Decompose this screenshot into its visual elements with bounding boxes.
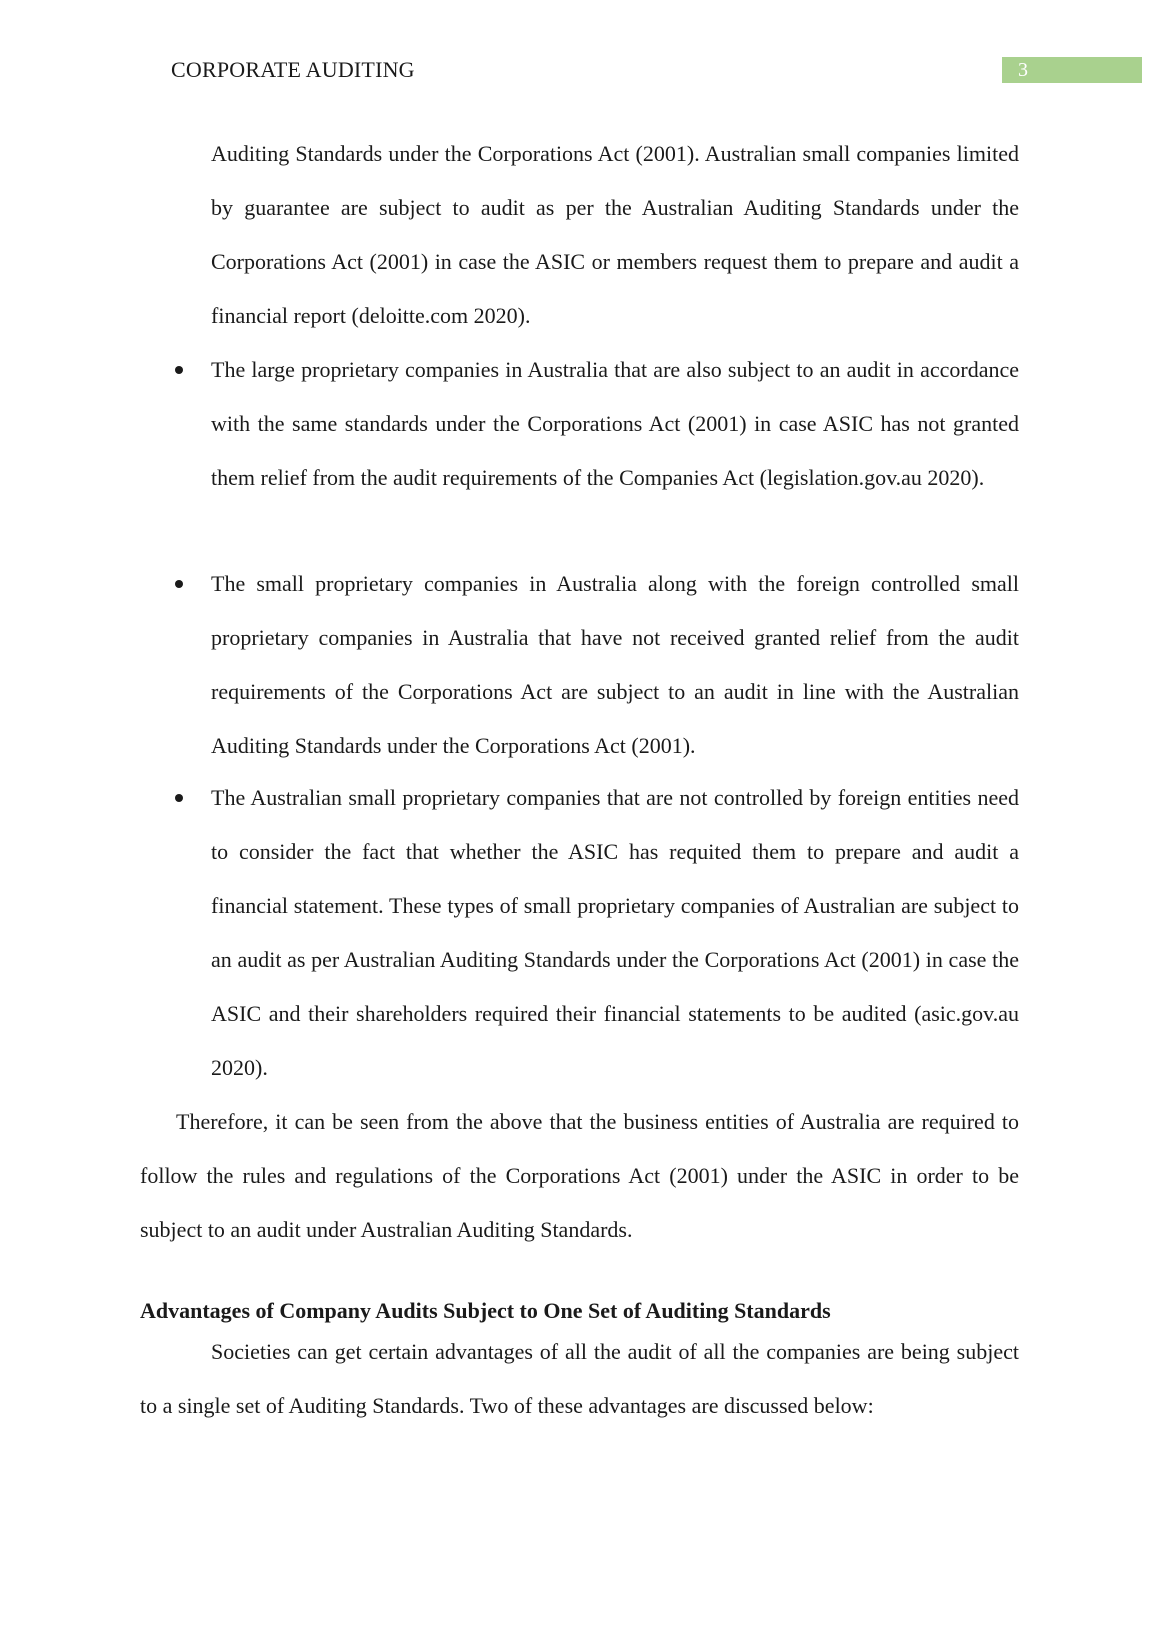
bullet-icon — [175, 366, 183, 374]
bullet-icon — [175, 794, 183, 802]
running-header-title: CORPORATE AUDITING — [171, 57, 415, 82]
continuation-paragraph: Auditing Standards under the Corporations Act (2001). Australian small companies limited by guarantee are subject to audit as per the Australian Auditing Standards under the Corporations Act (2001) in case the ASIC or members request them to prepare and audit a financial report (deloitte.com 2020). — [211, 141, 1019, 328]
bullet-icon — [175, 580, 183, 588]
list-item-text: The small proprietary companies in Australia along with the foreign controlled small proprietary companies in Australia that have not received granted relief from the audit requirements of the Corporations Act are subject to an audit in line with the Australian Auditing Standards under the Corporations Act (2001). — [211, 571, 1019, 758]
conclusion-paragraph: Therefore, it can be seen from the above that the business entities of Australia are required to follow the rules and regulations of the Corporations Act (2001) under the ASIC in order to be subject to an audit under Australian Auditing Standards. — [140, 1109, 1019, 1242]
page-number: 3 — [1002, 57, 1142, 83]
section-paragraph: Societies can get certain advantages of all the audit of all the companies are being subject to a single set of Auditing Standards. Two of these advantages are discussed below: — [140, 1339, 1019, 1418]
list-item-text: The large proprietary companies in Australia that are also subject to an audit in accordance with the same standards under the Corporations Act (2001) in case ASIC has not granted them relief from the audit requirements of the Companies Act (legislation.gov.au 2020). — [211, 357, 1019, 490]
list-item-text: The Australian small proprietary companies that are not controlled by foreign entities need to consider the fact that whether the ASIC has requited them to prepare and audit a financial statement. These types of small proprietary companies of Australian are subject to an audit as per Australian Auditing Standards under the Corporations Act (2001) in case the ASIC and their shareholders required their financial statements to be audited (asic.gov.au 2020). — [211, 785, 1019, 1080]
section-heading: Advantages of Company Audits Subject to One Set of Auditing Standards — [140, 1298, 831, 1323]
